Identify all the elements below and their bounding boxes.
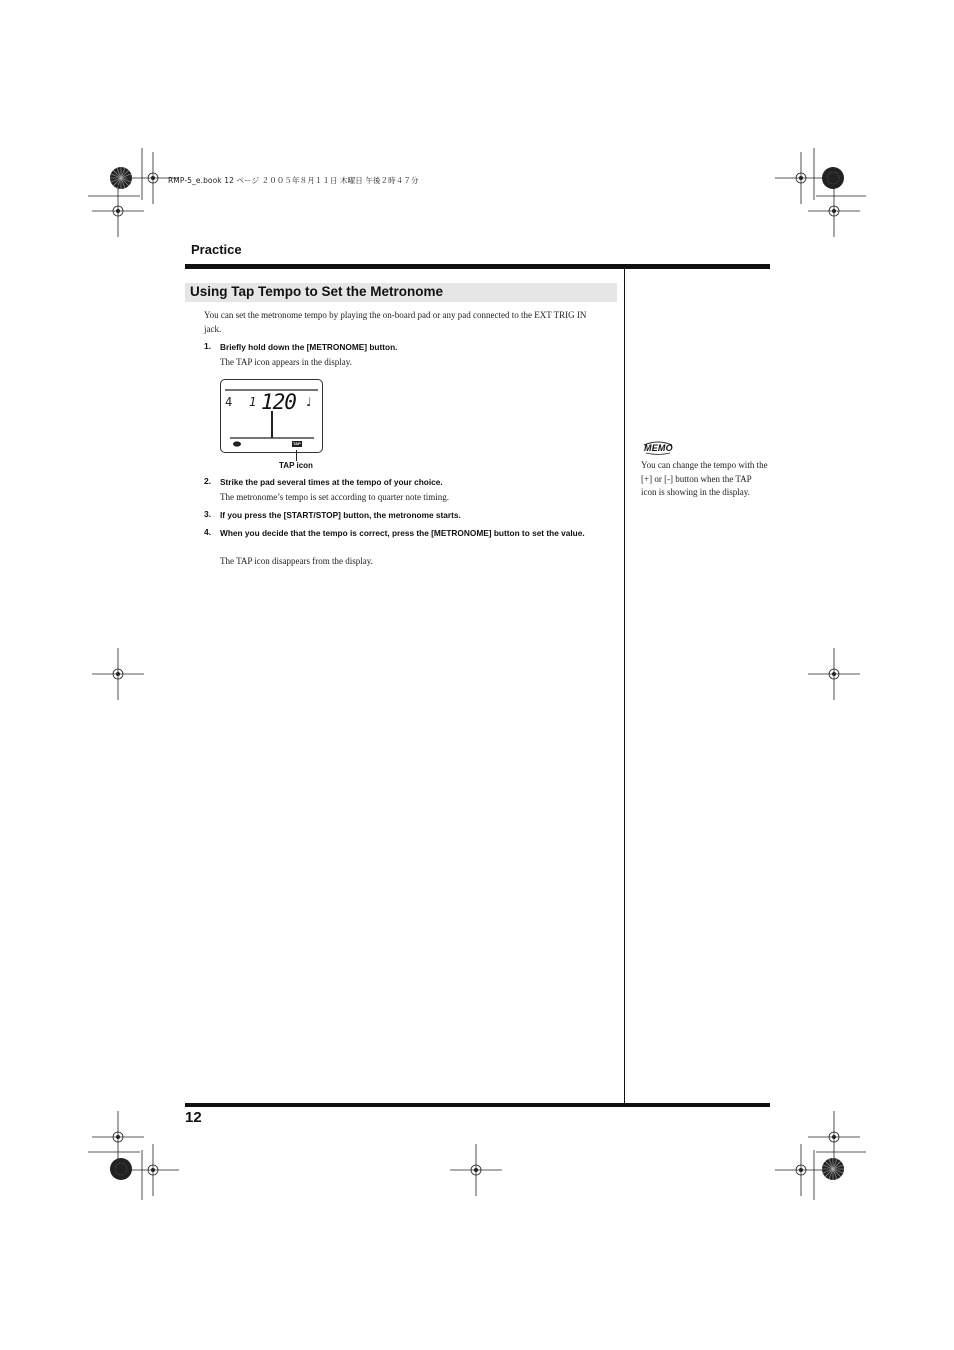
step-4-number: 4. — [204, 527, 212, 537]
lcd-beat: 4 — [225, 395, 233, 409]
step-3-title: If you press the [START/STOP] button, the metronome starts. — [220, 510, 461, 520]
step-1-desc: The TAP icon appears in the display. — [220, 357, 352, 367]
step-2-desc: The metronome’s tempo is set according to quarter note timing. — [220, 492, 449, 502]
tap-callout-line — [296, 450, 297, 461]
step-4-title: When you decide that the tempo is correct, press the [METRONOME] button to set the value. — [220, 528, 585, 538]
lcd-tempo: 120 — [261, 390, 296, 414]
step-1-title: Briefly hold down the [METRONOME] button. — [220, 342, 398, 352]
print-info-line: RMP-5_e.book 12 ページ ２００５年８月１１日 木曜日 午後２時４７分 — [168, 176, 419, 185]
step-3-number: 3. — [204, 509, 212, 519]
lcd-display — [220, 379, 323, 453]
page-number: 12 — [185, 1109, 202, 1126]
pad-icon — [233, 441, 241, 446]
memo-text: You can change the tempo with the [+] or [-] button when the TAP icon is showing in the display. — [641, 460, 768, 497]
top-rule — [185, 264, 770, 269]
memo-icon-label: MEMO — [644, 443, 673, 453]
step-4-desc: The TAP icon disappears from the display. — [220, 556, 373, 566]
step-2-title: Strike the pad several times at the tempo of your choice. — [220, 477, 443, 487]
bottom-rule — [185, 1103, 770, 1107]
step-2-number: 2. — [204, 476, 212, 486]
section-heading: Using Tap Tempo to Set the Metronome — [190, 284, 444, 299]
lcd-note-icon: ♩ — [306, 395, 312, 409]
lcd-measure: 1 — [249, 395, 257, 409]
step-1-number: 1. — [204, 341, 212, 351]
intro-paragraph: You can set the metronome tempo by playing the on-board pad or any pad connected to the EXT TRIG IN jack. — [204, 310, 587, 334]
tap-icon-label: TAP icon — [279, 461, 313, 470]
section-label: Practice — [191, 242, 242, 257]
column-divider — [624, 267, 625, 1105]
lcd-tap-text: TAP — [293, 441, 301, 446]
